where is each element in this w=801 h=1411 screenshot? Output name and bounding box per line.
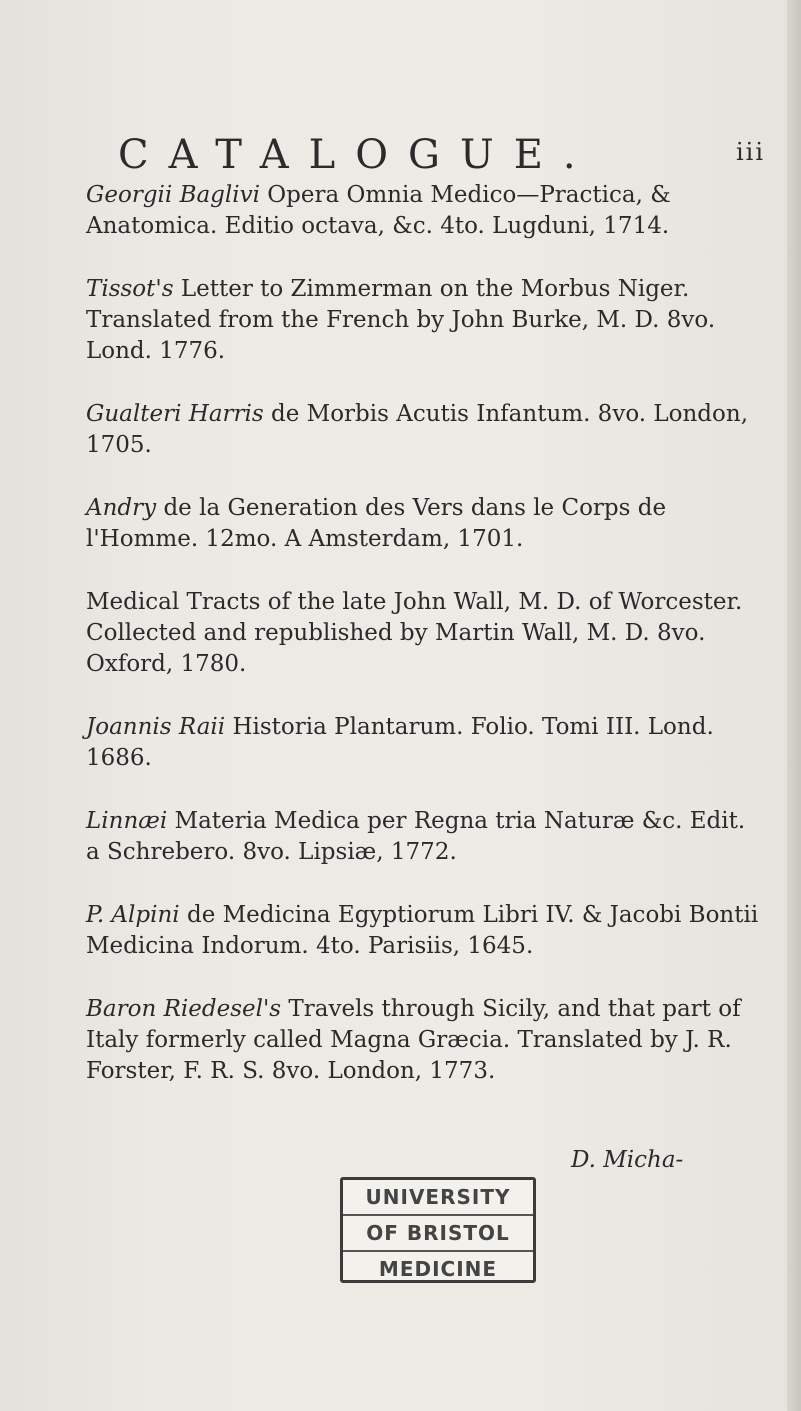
entry-text: de la Generation des Vers dans le Corps de l'Homme. 12mo. A Amsterdam, 1701. [86,495,667,552]
catalogue-entry [56,274,766,367]
entry-text: Travels through Sicily, and that part of Italy formerly called Magna Græcia. Translated by J. R. Forster, F. R. S. 8vo. London, 1773. [86,996,741,1084]
entry-author: Andry [86,495,157,521]
stamp-line: MEDICINE [378,1257,498,1281]
page-header: CATALOGUE. [118,132,596,178]
entry-text: Medical Tracts of the late John Wall, M. D. of Worcester. Collected and republished by Martin Wall, M. D. 8vo. Oxford, 1780. [86,589,743,677]
catalogue-entry [56,180,766,242]
entry-text: Letter to Zimmerman on the Morbus Niger. Translated from the French by John Burke, M. D. 8vo. Lond. 1776. [86,276,716,364]
stamp-line: UNIVERSITY [343,1180,533,1216]
catalogue-entry [56,806,766,868]
stamp-line: OF BRISTOL [343,1216,533,1252]
entry-text: Opera Omnia Medico—Practica, & Anatomica. Editio octava, &c. 4to. Lugduni, 1714. [86,182,671,239]
entry-author: Joannis Raii [86,714,226,740]
entry-text: Materia Medica per Regna tria Naturæ &c. Edit. a Schrebero. 8vo. Lipsiæ, 1772. [86,808,746,865]
catalogue-entry [56,712,766,774]
entry-text: de Morbis Acutis Infantum. 8vo. London, 1705. [86,401,749,458]
entry-text: de Medicina Egyptiorum Libri IV. & Jacobi Bontii Medicina Indorum. 4to. Parisiis, 1645. [86,902,759,959]
entry-author: Gualteri Harris [86,401,264,427]
entry-text: Historia Plantarum. Folio. Tomi III. Lond. 1686. [86,714,714,771]
entry-author: Georgii Baglivi [86,182,260,208]
entry-author: P. Alpini [86,902,180,928]
catchword-signature: D. Micha- [571,1147,684,1173]
catalogue-entry [56,493,766,555]
page-gutter [787,0,801,1411]
entry-author: Linnæi [86,808,168,834]
catalogue-entry [56,587,766,680]
page-number: iii [736,138,766,166]
catalogue-entry [56,994,766,1087]
catalogue-entry [56,399,766,461]
catalogue-entries [56,180,766,1119]
library-stamp [340,1177,536,1283]
catalogue-entry [56,900,766,962]
entry-author: Baron Riedesel's [86,996,282,1022]
entry-author: Tissot's [86,276,174,302]
